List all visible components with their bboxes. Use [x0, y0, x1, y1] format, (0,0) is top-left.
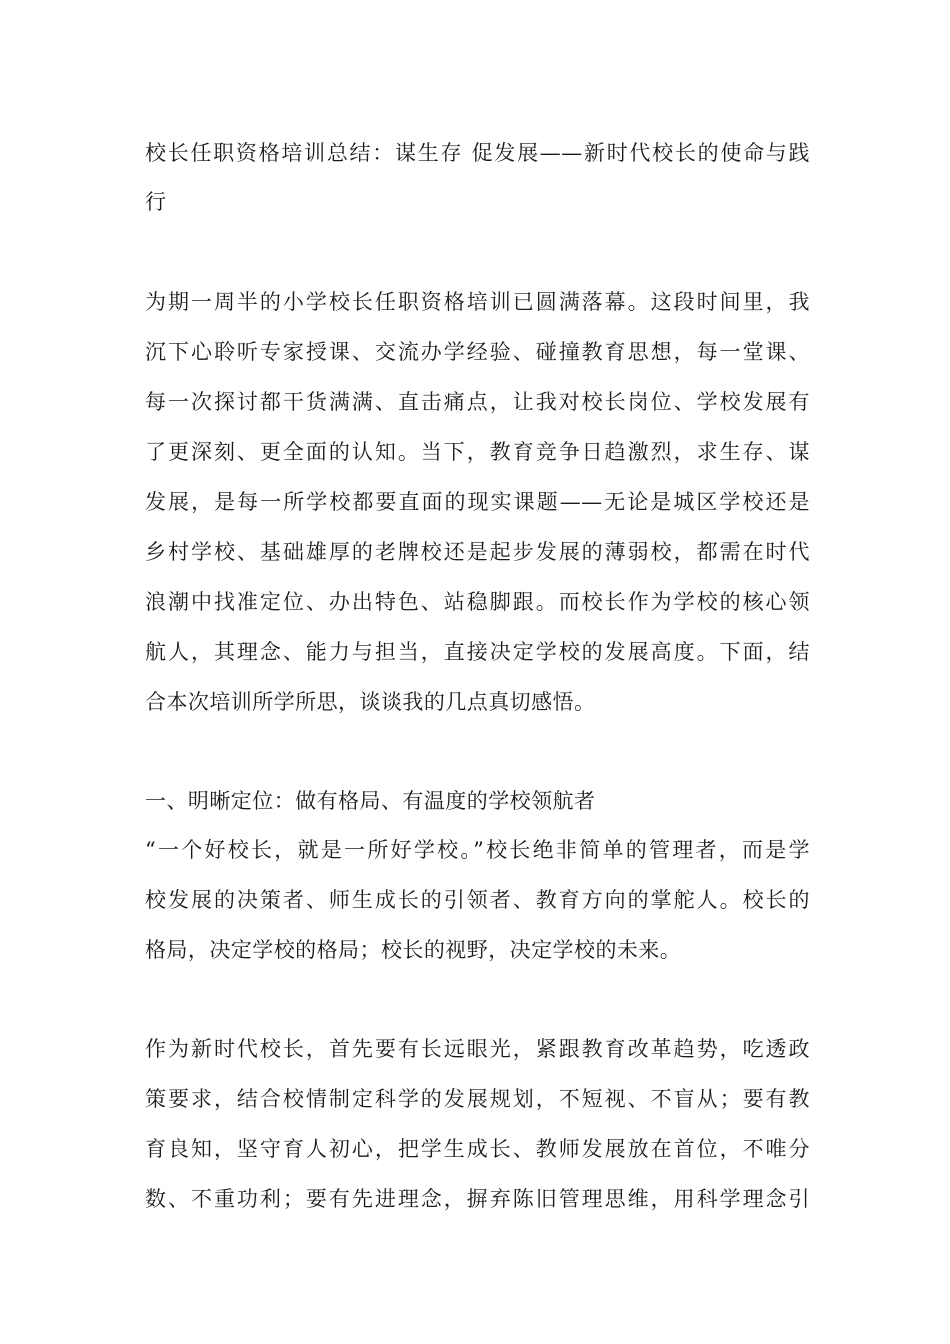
intro-line-8: 航人，其理念、能力与担当，直接决定学校的发展高度。下面，结	[145, 640, 810, 664]
intro-line-3: 每一次探讨都干货满满、直击痛点，让我对校长岗位、学校发展有	[145, 390, 810, 414]
section-1-para-line-3: 育良知，坚守育人初心，把学生成长、教师发展放在首位，不唯分	[145, 1137, 810, 1161]
intro-line-4: 了更深刻、更全面的认知。当下，教育竞争日趋激烈，求生存、谋	[145, 440, 810, 464]
section-1-quote-line-1: “一个好校长，就是一所好学校。”校长绝非简单的管理者，而是学	[145, 838, 810, 862]
section-1-para-line-1: 作为新时代校长，首先要有长远眼光，紧跟教育改革趋势，吃透政	[145, 1037, 810, 1061]
section-1-para-line-4: 数、不重功利；要有先进理念，摒弃陈旧管理思维，用科学理念引	[145, 1187, 810, 1211]
document-title-line-2: 行	[145, 190, 167, 214]
intro-line-7: 浪潮中找准定位、办出特色、站稳脚跟。而校长作为学校的核心领	[145, 590, 810, 614]
section-1-quote-line-2: 校发展的决策者、师生成长的引领者、教育方向的掌舵人。校长的	[145, 888, 810, 912]
document-title-line-1: 校长任职资格培训总结：谋生存 促发展——新时代校长的使命与践	[145, 141, 810, 165]
intro-line-9: 合本次培训所学所思，谈谈我的几点真切感悟。	[145, 690, 596, 714]
intro-line-2: 沉下心聆听专家授课、交流办学经验、碰撞教育思想，每一堂课、	[145, 340, 810, 364]
section-1-para-line-2: 策要求，结合校情制定科学的发展规划，不短视、不盲从；要有教	[145, 1087, 810, 1111]
intro-line-5: 发展，是每一所学校都要直面的现实课题——无论是城区学校还是	[145, 490, 810, 514]
section-1-heading: 一、明晰定位：做有格局、有温度的学校领航者	[145, 789, 596, 813]
intro-line-6: 乡村学校、基础雄厚的老牌校还是起步发展的薄弱校，都需在时代	[145, 540, 810, 564]
section-1-quote-line-3: 格局，决定学校的格局；校长的视野，决定学校的未来。	[145, 938, 682, 962]
intro-line-1: 为期一周半的小学校长任职资格培训已圆满落幕。这段时间里，我	[145, 290, 810, 314]
